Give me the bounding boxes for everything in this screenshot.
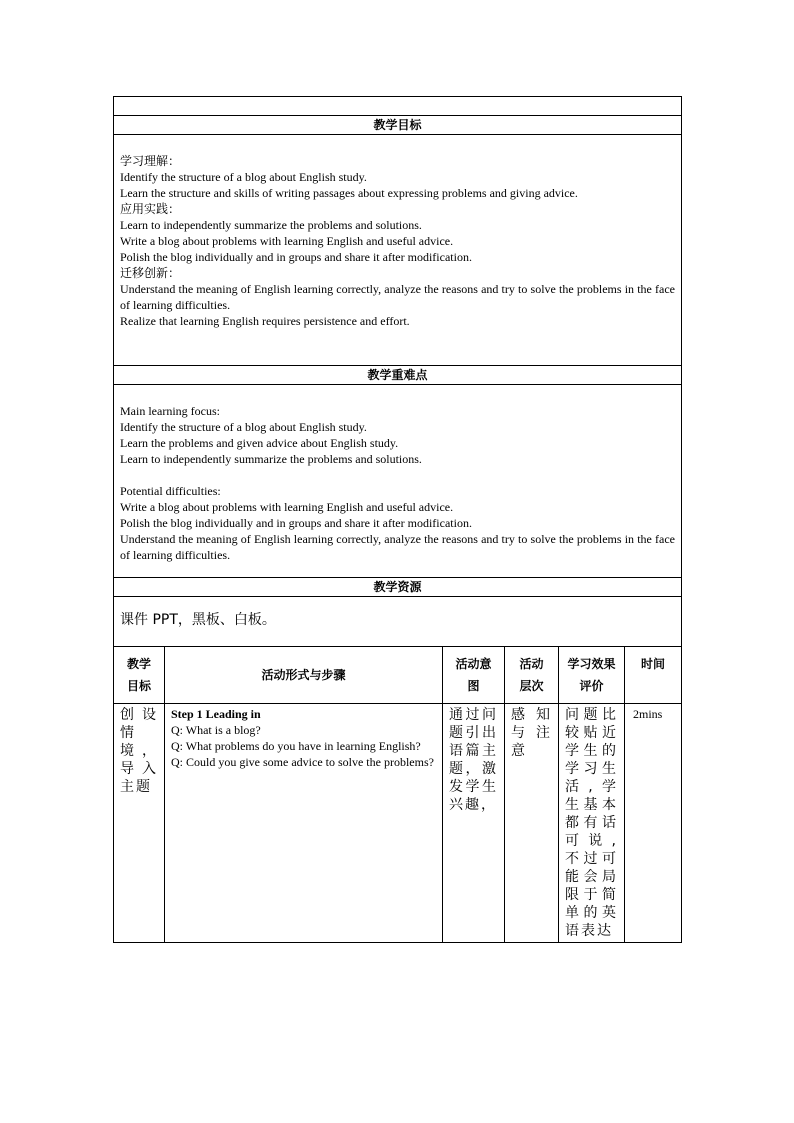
objective-line: Identify the structure of a blog about English study. — [120, 170, 367, 184]
objectives-body — [114, 135, 682, 366]
focus-line: Learn to independently summarize the problems and solutions. — [120, 452, 422, 466]
objective-line: Realize that learning English requires persistence and effort. — [120, 314, 410, 328]
focus-line — [120, 467, 675, 483]
objective-line: Polish the blog individually and in groups and share it after modification. — [120, 250, 472, 264]
table-row — [114, 704, 682, 943]
step-title: Step 1 Leading in — [171, 707, 261, 721]
resources-body: 课件 PPT，黑板、白板。 — [114, 597, 682, 647]
question-line: Q: What problems do you have in learning English? — [171, 739, 421, 753]
col-header-steps: 活动形式与步骤 — [165, 647, 443, 704]
focus-line: Understand the meaning of English learning correctly, analyze the reasons and try to solve the problems in the face of learning difficulties. — [120, 532, 675, 562]
lesson-plan — [113, 96, 681, 943]
focus-line: Polish the blog individually and in groups and share it after modification. — [120, 516, 472, 530]
focus-line: Main learning focus: — [120, 404, 220, 418]
focus-line: Identify the structure of a blog about English study. — [120, 420, 367, 434]
focus-line: Potential difficulties: — [120, 484, 221, 498]
resources-header: 教学资源 — [114, 578, 682, 597]
row-steps — [165, 704, 443, 943]
focus-header: 教学重难点 — [114, 366, 682, 385]
objective-line: 学习理解： — [120, 154, 181, 168]
objective-line: Learn the structure and skills of writing passages about expressing problems and giving advice. — [120, 186, 578, 200]
focus-line: Write a blog about problems with learning English and useful advice. — [120, 500, 454, 514]
question-line: Q: Could you give some advice to solve the problems? — [171, 755, 434, 769]
col-header-goal: 教学目标 — [114, 647, 165, 704]
row-time: 2mins — [625, 704, 682, 943]
col-header-time: 时间 — [625, 647, 682, 704]
objective-line: 应用实践： — [120, 202, 181, 216]
objectives-header: 教学目标 — [114, 116, 682, 135]
col-header-level: 活动层次 — [505, 647, 559, 704]
row-intent: 通过问题引出语篇主题，激发学生兴趣， — [443, 704, 505, 943]
objective-line: Understand the meaning of English learning correctly, analyze the reasons and try to solve the problems in the face of learning difficulties. — [120, 282, 675, 312]
activity-table — [113, 646, 682, 943]
col-header-eval: 学习效果评价 — [559, 647, 625, 704]
row-goal: 创设情境，导入主题 — [114, 704, 165, 943]
col-header-intent: 活动意图 — [443, 647, 505, 704]
row-eval: 问题比较贴近学生的学习生活,学生基本都有话可说,不过可能会局限于简单的英语表达 — [559, 704, 625, 943]
focus-body — [114, 385, 682, 578]
blank-row — [114, 97, 682, 116]
objective-line: Learn to independently summarize the problems and solutions. — [120, 218, 422, 232]
objective-line: Write a blog about problems with learning English and useful advice. — [120, 234, 454, 248]
focus-line: Learn the problems and given advice about English study. — [120, 436, 399, 450]
top-table — [113, 96, 682, 647]
row-level: 感知与注意 — [505, 704, 559, 943]
objective-line: 迁移创新： — [120, 266, 181, 280]
question-line: Q: What is a blog? — [171, 723, 261, 737]
